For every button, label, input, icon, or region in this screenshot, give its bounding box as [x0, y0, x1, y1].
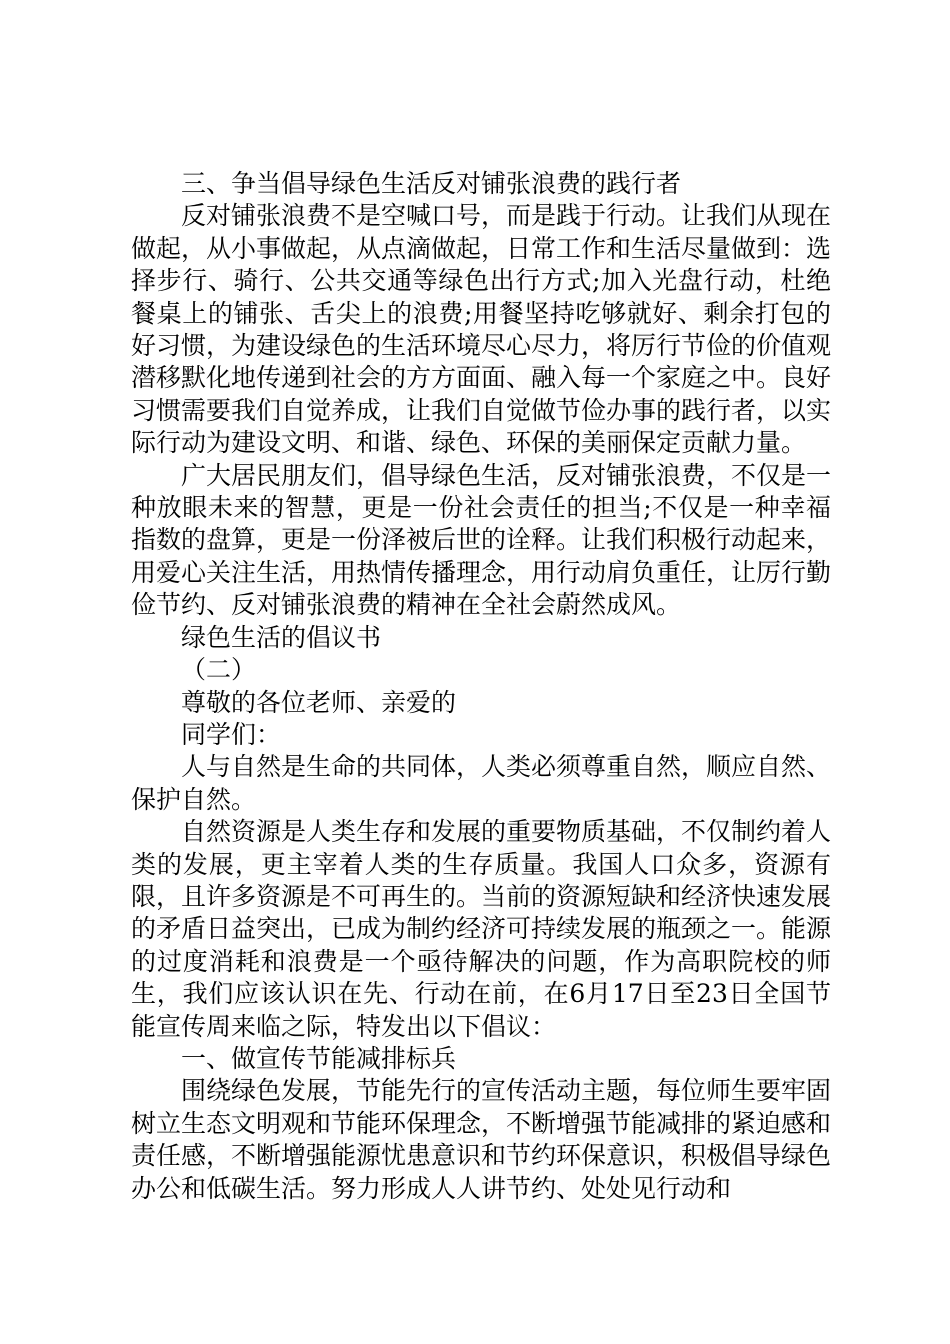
paragraph-call-to-residents: 广大居民朋友们，倡导绿色生活，反对铺张浪费，不仅是一种放眼未来的智慧，更是一份社会责任的担当;不仅是一种幸福指数的盘算，更是一份泽被后世的诠释。让我们积极行动起来，用爱心关注生活，用热情传播理念，用行动肩负重任，让厉行勤俭节约、反对铺张浪费的精神在全社会蔚然成风。: [131, 460, 832, 620]
paragraph-green-development: 围绕绿色发展，节能先行的宣传活动主题，每位师生要牢固树立生态文明观和节能环保理念，不断增强节能减排的紧迫感和责任感，不断增强能源忧患意识和节约环保意识，积极倡导绿色办公和低碳生活。努力形成人人讲节约、处处见行动和: [131, 1076, 832, 1203]
salutation-line-2: 同学们：: [181, 719, 282, 749]
proposal-number: （二）: [181, 655, 257, 685]
paragraph-oppose-waste: 反对铺张浪费不是空喊口号，而是践于行动。让我们从现在做起，从小事做起，从点滴做起，日常工作和生活尽量做到：选择步行、骑行、公共交通等绿色出行方式;加入光盘行动，杜绝餐桌上的铺张、舌尖上的浪费;用餐坚持吃够就好、剩余打包的好习惯，为建设绿色的生活环境尽心尽力，将厉行节俭的价值观潜移默化地传递到社会的方方面面、融入每一个家庭之中。良好习惯需要我们自觉养成，让我们自觉做节俭办事的践行者，以实际行动为建设文明、和谐、绿色、环保的美丽保定贡献力量。: [131, 201, 832, 458]
document-body: [131, 168, 831, 1205]
proposal-title: 绿色生活的倡议书: [181, 622, 382, 652]
paragraph-nature: 人与自然是生命的共同体，人类必须尊重自然，顺应自然、保护自然。: [131, 752, 832, 814]
section-heading-one: 一、做宣传节能减排标兵: [181, 1043, 457, 1073]
section-heading-three: 三、争当倡导绿色生活反对铺张浪费的践行者: [181, 169, 682, 198]
salutation-line-1: 尊敬的各位老师、亲爱的: [181, 687, 457, 717]
paragraph-resources: 自然资源是人类生存和发展的重要物质基础，不仅制约着人类的发展，更主宰着人类的生存质量。我国人口众多，资源有限，且许多资源是不可再生的。当前的资源短缺和经济快速发展的矛盾日益突出，已成为制约经济可持续发展的瓶颈之一。能源的过度消耗和浪费是一个亟待解决的问题，作为高职院校的师生，我们应该认识在先、行动在前，在6月17日至23日全国节能宣传周来临之际，特发出以下倡议：: [131, 817, 832, 1041]
